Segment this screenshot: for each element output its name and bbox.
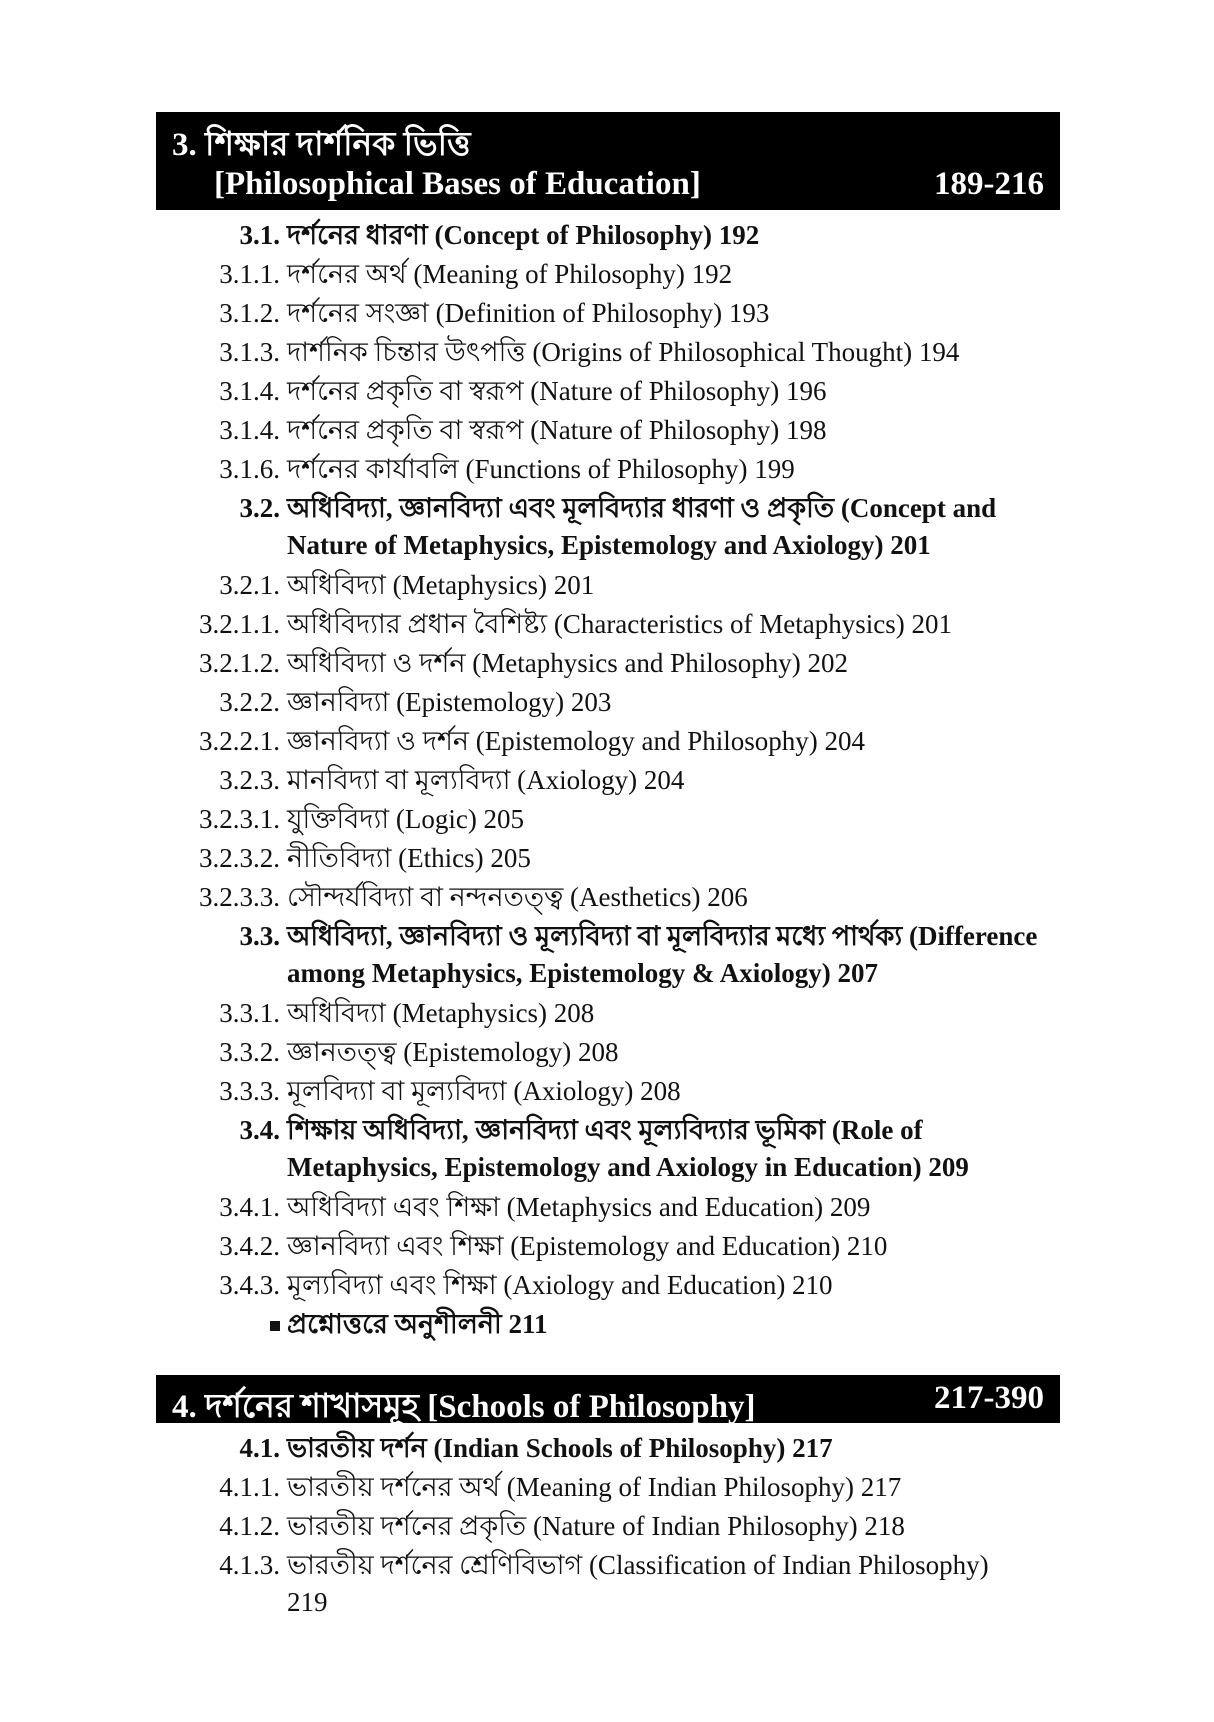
- toc-entry-text: দর্শনের প্রকৃতি বা স্বরূপ (Nature of Philosophy) 198: [287, 415, 827, 445]
- toc-entry-number: 3.1.4.: [219, 376, 280, 406]
- chapter-3-subtitle: [Philosophical Bases of Education]: [214, 166, 701, 202]
- toc-entry-number: 3.4.3.: [219, 1270, 280, 1300]
- toc-entry-text: অধিবিদ্যা এবং শিক্ষা (Metaphysics and Education) 209: [287, 1192, 871, 1222]
- toc-entry-number: 3.3.2.: [219, 1037, 280, 1067]
- toc-entry-number: 3.2.1.2.: [199, 648, 280, 678]
- toc-entry-text: দর্শনের কার্যাবলি (Functions of Philosophy) 199: [287, 454, 795, 484]
- toc-entry-text: অধিবিদ্যা (Metaphysics) 201: [287, 570, 595, 600]
- square-bullet-icon: [270, 1321, 280, 1331]
- toc-entry-number: 3.2.: [239, 493, 280, 523]
- toc-entry-number: 3.2.2.1.: [199, 726, 280, 756]
- toc-entry-number: 3.3.: [239, 921, 280, 951]
- toc-entry-text: অধিবিদ্যা ও দর্শন (Metaphysics and Philosophy) 202: [287, 648, 848, 678]
- toc-entry-text: নীতিবিদ্যা (Ethics) 205: [287, 843, 531, 873]
- chapter-4-header: [156, 1375, 1060, 1423]
- toc-entry-number: 3.4.: [239, 1115, 280, 1145]
- toc-entry-number: 3.1.1.: [219, 259, 280, 289]
- toc-entry-number: 3.2.3.3.: [199, 882, 280, 912]
- toc-entry-number: 3.3.1.: [219, 998, 280, 1028]
- toc-entry-number: 3.1.: [239, 220, 280, 250]
- toc-entry-number: 3.1.6.: [219, 454, 280, 484]
- chapter-3-pages: 189-216: [934, 166, 1044, 202]
- toc-entry-text: ভারতীয় দর্শনের প্রকৃতি (Nature of Indian Philosophy) 218: [287, 1511, 905, 1541]
- toc-entry-text: দর্শনের সংজ্ঞা (Definition of Philosophy) 193: [287, 298, 770, 328]
- toc-entry-text: দর্শনের প্রকৃতি বা স্বরূপ (Nature of Philosophy) 196: [287, 376, 827, 406]
- toc-entry-number: 3.2.1.1.: [199, 609, 280, 639]
- toc-entry-text: যুক্তিবিদ্যা (Logic) 205: [287, 804, 525, 834]
- toc-entry-text: দর্শনের অর্থ (Meaning of Philosophy) 192: [287, 259, 733, 289]
- toc-entry-number: 4.1.2.: [219, 1511, 280, 1541]
- toc-entry-text: শিক্ষায় অধিবিদ্যা, জ্ঞানবিদ্যা এবং মূল্যবিদ্যার ভূমিকা (Role of: [287, 1115, 923, 1145]
- toc-entry-number: 3.2.1.: [219, 570, 280, 600]
- toc-entry-text: জ্ঞানবিদ্যা (Epistemology) 203: [287, 687, 612, 717]
- toc-entry-number: 3.4.1.: [219, 1192, 280, 1222]
- toc-entry-text-continued: Metaphysics, Epistemology and Axiology in Education) 209: [287, 1152, 969, 1182]
- toc-entry-number: 4.1.3.: [219, 1550, 280, 1580]
- toc-entry-text-continued: 219: [287, 1587, 328, 1617]
- toc-entry-text: দর্শনের ধারণা (Concept of Philosophy) 192: [287, 220, 760, 250]
- toc-entry-number: 3.2.3.1.: [199, 804, 280, 834]
- toc-entry-number: 3.1.4.: [219, 415, 280, 445]
- toc-entry-number: 4.1.1.: [219, 1472, 280, 1502]
- toc-entry-number: 3.2.3.: [219, 765, 280, 795]
- toc-entry-text: দার্শনিক চিন্তার উৎপত্তি (Origins of Philosophical Thought) 194: [287, 337, 960, 367]
- toc-entry-text: জ্ঞানতত্ত্ব (Epistemology) 208: [287, 1037, 619, 1067]
- toc-entry-number: 3.4.2.: [219, 1231, 280, 1261]
- toc-entry-number: 3.1.3.: [219, 337, 280, 367]
- chapter-4-pages: 217-390: [934, 1380, 1044, 1416]
- toc-entry-text: অধিবিদ্যার প্রধান বৈশিষ্ট্য (Characteristics of Metaphysics) 201: [287, 609, 952, 639]
- toc-entry-number: 4.1.: [239, 1433, 280, 1463]
- chapter-4-title: 4. দর্শনের শাখাসমূহ [Schools of Philosophy]: [172, 1389, 756, 1425]
- toc-entry-number: 3.2.2.: [219, 687, 280, 717]
- toc-entry-text: সৌন্দর্যবিদ্যা বা নন্দনতত্ত্ব (Aesthetics) 206: [287, 882, 748, 912]
- toc-entry-text: ভারতীয় দর্শন (Indian Schools of Philosophy) 217: [287, 1433, 833, 1463]
- toc-entry-text: মূল্যবিদ্যা এবং শিক্ষা (Axiology and Education) 210: [287, 1270, 833, 1300]
- toc-entry-text: ভারতীয় দর্শনের শ্রেণিবিভাগ (Classification of Indian Philosophy): [287, 1550, 989, 1580]
- chapter-3-title: 3. শিক্ষার দার্শনিক ভিত্তি: [172, 127, 471, 163]
- toc-entry-text: অধিবিদ্যা (Metaphysics) 208: [287, 998, 595, 1028]
- toc-entry-text: প্রশ্নোত্তরে অনুশীলনী 211: [287, 1309, 548, 1339]
- toc-entry-number: 3.2.3.2.: [199, 843, 280, 873]
- toc-entry-text: মূলবিদ্যা বা মূল্যবিদ্যা (Axiology) 208: [287, 1076, 681, 1106]
- toc-entry-text-continued: among Metaphysics, Epistemology & Axiology) 207: [287, 958, 878, 988]
- toc-entry-text: ভারতীয় দর্শনের অর্থ (Meaning of Indian Philosophy) 217: [287, 1472, 902, 1502]
- toc-entry-text: অধিবিদ্যা, জ্ঞানবিদ্যা ও মূল্যবিদ্যা বা মূলবিদ্যার মধ্যে পার্থক্য (Difference: [287, 921, 1038, 951]
- toc-entry-number: 3.3.3.: [219, 1076, 280, 1106]
- toc-entry-text-continued: Nature of Metaphysics, Epistemology and Axiology) 201: [287, 530, 931, 560]
- toc-entry-number: 3.1.2.: [219, 298, 280, 328]
- toc-entry-text: জ্ঞানবিদ্যা ও দর্শন (Epistemology and Philosophy) 204: [287, 726, 866, 756]
- chapter-3-header: [156, 112, 1060, 210]
- toc-entry-text: অধিবিদ্যা, জ্ঞানবিদ্যা এবং মূলবিদ্যার ধারণা ও প্রকৃতি (Concept and: [287, 493, 997, 523]
- toc-entry-text: মানবিদ্যা বা মূল্যবিদ্যা (Axiology) 204: [287, 765, 685, 795]
- toc-entry-text: জ্ঞানবিদ্যা এবং শিক্ষা (Epistemology and Education) 210: [287, 1231, 888, 1261]
